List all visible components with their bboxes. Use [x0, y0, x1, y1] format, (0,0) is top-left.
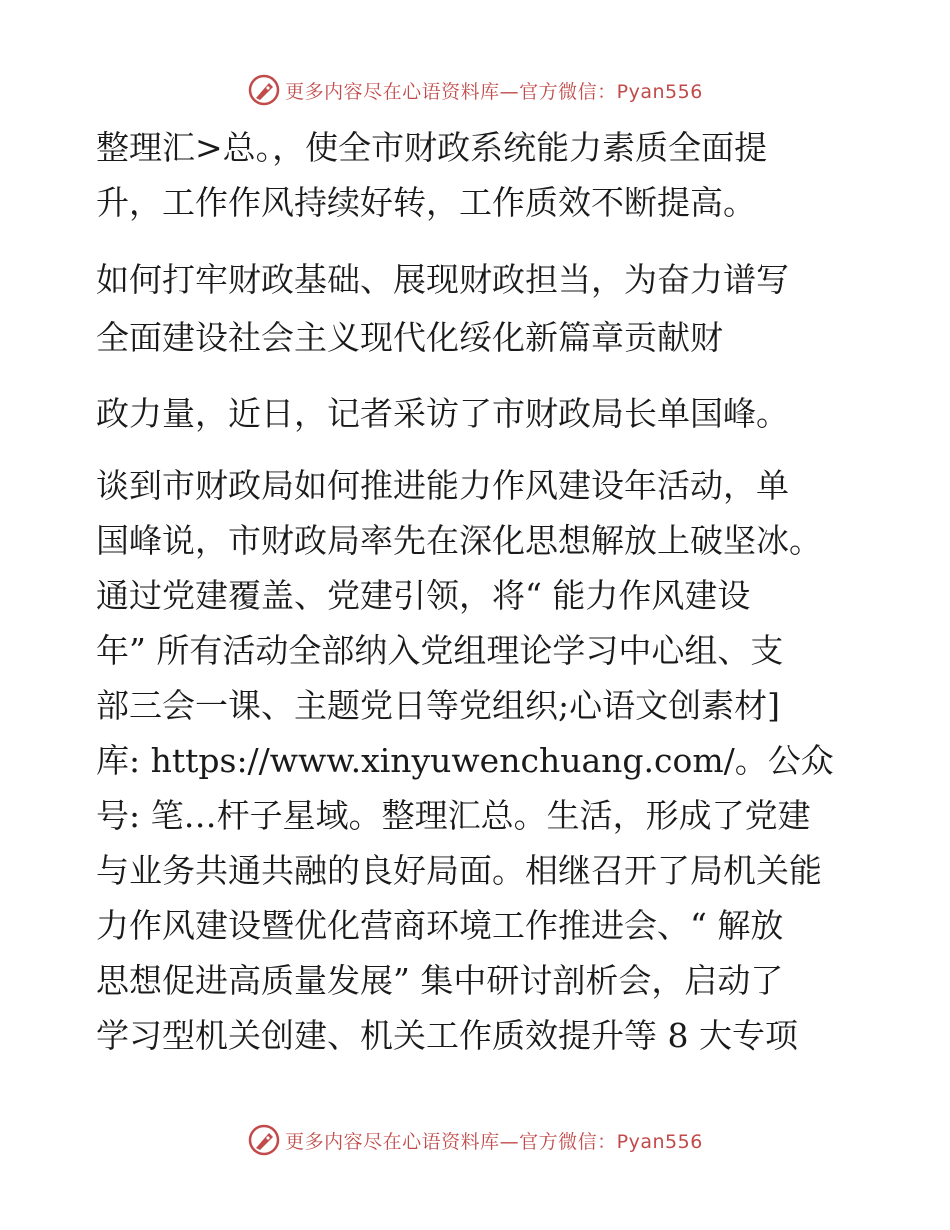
body-line: 政力量，近日，记者采访了市财政局长单国峰。 [96, 394, 789, 433]
body-line: 升，工作作风持续好转，工作质效不断提高。 [96, 183, 756, 222]
header-banner [0, 70, 950, 110]
banner-text: 更多内容尽在心语资料库—官方微信：Pyan556 [285, 80, 703, 103]
body-line: 库: https://www.xinyuwenchuang.com/。公众 [96, 741, 834, 780]
body-line: 号: 笔…杆子星域。整理汇总。生活，形成了党建 [96, 796, 811, 835]
pen-nib-circle-icon [247, 1123, 281, 1157]
banner-text: 更多内容尽在心语资料库—官方微信：Pyan556 [285, 1130, 703, 1153]
body-line: 部三会一课、主题党日等党组织;心语文创素材] [96, 686, 780, 725]
body-line: 通过党建覆盖、党建引领，将“ 能力作风建设 [96, 576, 751, 615]
body-line: 整理汇>总。，使全市财政系统能力素质全面提 [96, 128, 768, 167]
body-line: 国峰说，市财政局率先在深化思想解放上破坚冰。 [96, 521, 822, 560]
body-line: 全面建设社会主义现代化绥化新篇章贡献财 [96, 318, 723, 357]
body-line: 学习型机关创建、机关工作质效提升等 8 大专项 [96, 1016, 798, 1055]
footer-banner [0, 1120, 950, 1160]
pen-nib-circle-icon [247, 73, 281, 107]
body-line: 如何打牢财政基础、展现财政担当，为奋力谱写 [96, 260, 789, 299]
body-line: 年” 所有活动全部纳入党组理论学习中心组、支 [96, 631, 784, 670]
body-line: 谈到市财政局如何推进能力作风建设年活动，单 [96, 466, 789, 505]
body-line: 与业务共通共融的良好局面。相继召开了局机关能 [96, 851, 822, 890]
body-line: 思想促进高质量发展” 集中研讨剖析会，启动了 [96, 961, 784, 1000]
body-line: 力作风建设暨优化营商环境工作推进会、“ 解放 [96, 906, 784, 945]
